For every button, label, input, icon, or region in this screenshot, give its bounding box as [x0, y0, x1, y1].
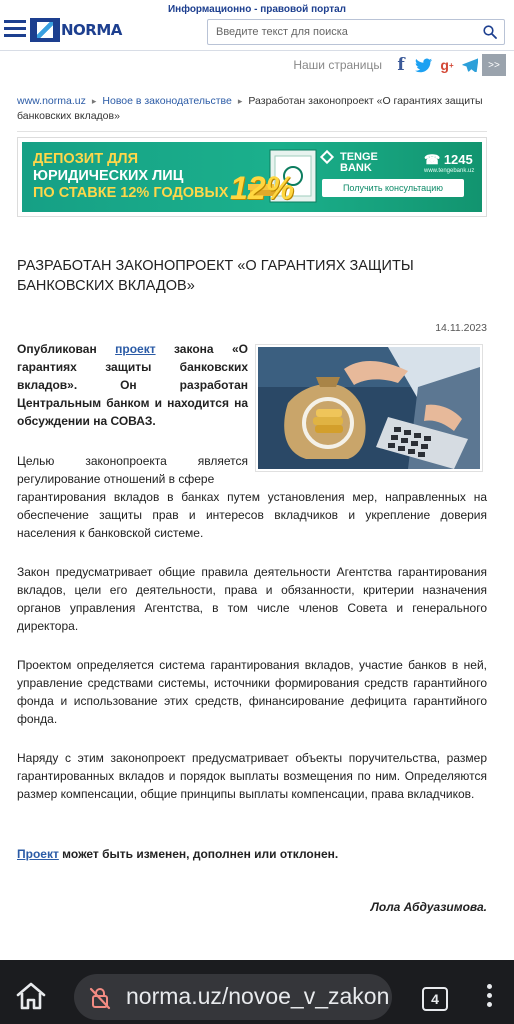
social-label: Наши страницы [293, 58, 382, 72]
header-divider [0, 50, 514, 51]
chevron-right-icon: ▸ [91, 96, 97, 106]
banner-percent: 12% [230, 170, 295, 206]
bank-name-line-2: BANK [340, 162, 372, 174]
not-secure-lock-icon[interactable] [88, 986, 112, 1010]
breadcrumb-current: Разработан законопроект «О гарантиях защиты банковских вкладов» [17, 95, 483, 122]
logo-mark-icon [30, 18, 60, 42]
project-link[interactable]: проект [115, 342, 156, 356]
tab-switcher-button[interactable]: 4 [422, 987, 448, 1011]
phone-icon: ☎ [424, 152, 444, 167]
banner-site: www.tengebank.uz [424, 168, 475, 174]
banner-line-2: ЮРИДИЧЕСКИХ ЛИЦ [33, 168, 184, 184]
article-date: 14.11.2023 [435, 322, 487, 334]
money-bag-calculator-image [258, 347, 480, 469]
telegram-icon[interactable] [460, 55, 480, 75]
twitter-icon[interactable] [414, 55, 434, 75]
lead-text-start: Опубликован [17, 342, 116, 356]
breadcrumb [17, 94, 497, 124]
bank-name-line-1: TENGE [340, 151, 378, 163]
social-links [293, 54, 506, 76]
search-icon[interactable] [483, 25, 497, 39]
facebook-icon[interactable]: f [397, 55, 405, 75]
banner-line-3: ПО СТАВКЕ 12% ГОДОВЫХ [33, 185, 229, 201]
home-icon[interactable] [14, 981, 48, 1011]
chevron-right-icon: ▸ [237, 96, 243, 106]
article-photo [255, 344, 483, 472]
address-bar[interactable] [74, 974, 392, 1020]
site-logo[interactable] [30, 17, 122, 43]
lead-text-end: закона «О гарантиях защиты банковских вкладов». Он разработан Центральным банком и находится на обсуждении на СОВАЗ. [17, 342, 248, 428]
url-text: norma.uz/novoe_v_zakon [126, 983, 390, 1009]
breadcrumb-section[interactable]: Новое в законодательстве [102, 95, 232, 107]
banner-phone-number: 1245 [443, 152, 473, 167]
tenge-bank-logo-icon [320, 150, 334, 164]
final-note [17, 845, 487, 863]
project-link-final[interactable]: Проект [17, 847, 59, 861]
paragraph-1-start: Целью законопроекта является регулирование отношений в сфере [17, 454, 248, 486]
search-box [207, 19, 505, 45]
search-input[interactable] [208, 20, 468, 44]
portal-caption: Информационно - правовой портал [167, 4, 347, 15]
final-note-text: может быть изменен, дополнен или отклонен. [58, 847, 339, 861]
ad-banner-body [22, 142, 482, 212]
banner-bank-name [340, 152, 378, 174]
article-title: РАЗРАБОТАН ЗАКОНОПРОЕКТ «О ГАРАНТИЯХ ЗАЩИТЫ БАНКОВСКИХ ВКЛАДОВ» [17, 258, 414, 294]
breadcrumb-home[interactable]: www.norma.uz [17, 95, 86, 107]
banner-phone [424, 152, 473, 168]
ad-banner[interactable] [17, 137, 487, 217]
divider [17, 131, 487, 132]
article-author: Лола Абдуазимова. [370, 900, 487, 914]
google-plus-icon[interactable]: g + [440, 57, 454, 73]
paragraph-4: Наряду с этим законопроект предусматривает объекты поручительства, размер гарантированных вкладов и порядок выплаты возмещения по ним. Определяются размер компенсации, общие принципы выплаты компенсации, права вкладчиков. [17, 751, 487, 801]
banner-line-1: ДЕПОЗИТ ДЛЯ [33, 151, 139, 167]
more-social-button[interactable]: >> [482, 54, 506, 76]
more-options-icon[interactable] [484, 984, 494, 1014]
site-header [0, 14, 514, 52]
paragraph-3: Проектом определяется система гарантирования вкладов, участие банков в ней, управление средствами системы, источники формирования средств гарантийного фонда и использование этих средств, финансирование дефицита гарантийного фонда. [17, 658, 487, 726]
consultation-button[interactable]: Получить консультацию [322, 179, 464, 197]
paragraph-1-continued: гарантирования вкладов в банках путем установления мер, направленных на обеспечение защиты прав и интересов вкладчиков и укрепление доверия населения к банковской системе. [17, 490, 487, 540]
browser-bottom-bar [0, 960, 514, 1024]
article-lead [17, 340, 248, 430]
paragraph-2: Закон предусматривает общие правила деятельности Агентства гарантирования вкладов, цели его деятельности, права и обязанности, критерии назначения органов управления Агентства, в том числе членов Совета и генерального директора. [17, 565, 487, 633]
hamburger-menu-icon[interactable] [4, 20, 26, 38]
logo-text: NORMA [61, 21, 122, 39]
